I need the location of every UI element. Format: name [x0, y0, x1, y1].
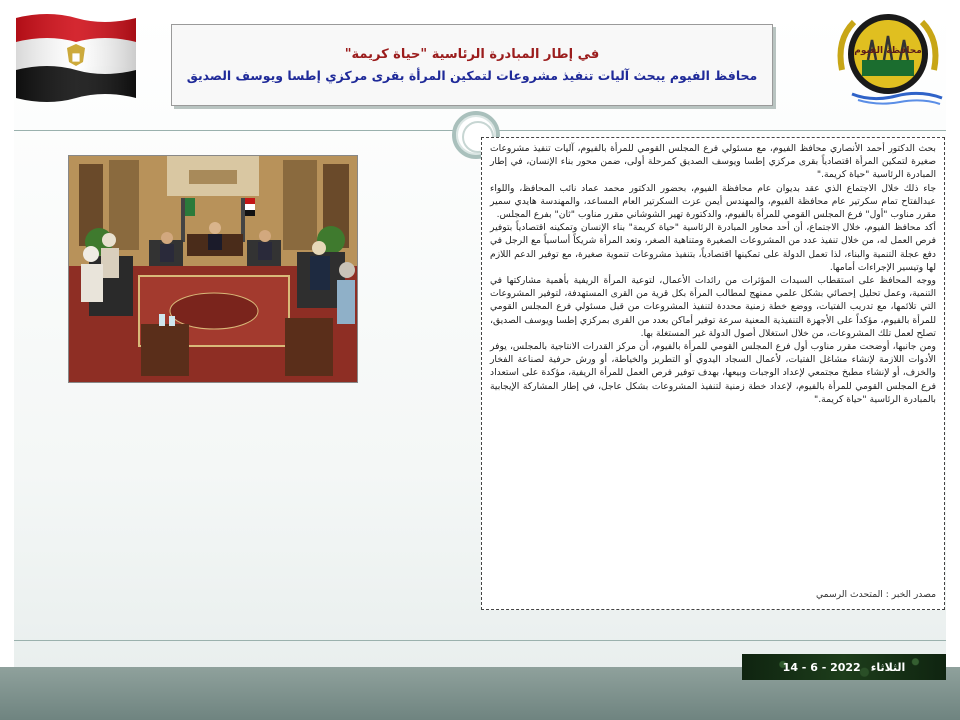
egypt-flag	[12, 10, 140, 104]
headline-box	[171, 24, 773, 106]
logo-text: محافظة الفيوم	[854, 46, 922, 56]
meeting-photo	[68, 155, 358, 383]
headline-title: محافظ الفيوم يبحث آليات تنفيذ مشروعات لتمكين المرأة بقرى مركزي إطسا ويوسف الصديق	[186, 68, 758, 83]
news-source: مصدر الخبر : المتحدث الرسمي	[816, 588, 936, 600]
fayoum-governorate-logo	[832, 10, 950, 108]
article-paragraph: ومن جانبها، أوضحت مقرر مناوب أول فرع المجلس القومي للمرأة بالفيوم، أن مركز القدرات الانتاجية بالمجلس، يوفر الأدوات اللازمة لإنشاء مشاغل الفتيات، لأعمال السجاد اليدوي أو التطريز والخياطة، أو ورش حرفية لصناعة الفخار والخزف، أو لإنشاء مطبخ مجتمعي لإعداد الوجبات وبيعها، بهدف توفير فرص العمل للمرأة الريفية، مؤكدة على استعداد فرع المجلس القومي للمرأة بالفيوم، لإعداد خطة زمنية لتنفيذ المشروعات بشكل عاجل، في إطار المشاركة الإيجابية بالمبادرة الرئاسية "حياة كريمة."	[490, 341, 936, 405]
article-paragraph: جاء ذلك خلال الاجتماع الذي عقد بديوان عام محافظة الفيوم، بحضور الدكتور محمد عماد نائب المحافظ، واللواء عبدالفتاح تمام سكرتير عام محافظة الفيوم، والمهندس أيمن عزت السكرتير العام المساعد، والمهندسة هايدي سمير مقرر مناوب "أول" فرع المجلس القومي للمرأة بالفيوم، والدكتورة تهير الشوشاني مقرر مناوب "ثان" بفرع المجلس.	[490, 182, 936, 221]
footer-divider	[14, 640, 946, 641]
article-body	[481, 137, 945, 610]
article-paragraph: أكد محافظ الفيوم، خلال الاجتماع، أن أحد محاور المبادرة الرئاسية "حياة كريمة" بناء الإنسان وتمكينه اقتصادياً بتوفير فرص العمل له، من خلال تنفيذ عدد من المشروعات الصغيرة ومتناهية الصغر، وتعد المرأة شريكاً أساسياً مع الرجل في دفع عجلة التنمية والبناء، لذا تعمل الدولة على تمكينها اقتصادياً، بتنفيذ مشروعات تنموية صغيرة، مع توفير الدعم اللازم لها وتيسير الإجراءات أمامها.	[490, 222, 936, 273]
date-value: 14 - 6 - 2022	[782, 660, 861, 674]
article-paragraph: بحث الدكتور أحمد الأنصاري محافظ الفيوم، مع مسئولي فرع المجلس القومي للمرأة بالفيوم، آليات تنفيذ مشروعات صغيرة لتمكين المرأة اقتصادياً بقرى مركزي إطسا ويوسف الصديق كمرحلة أولى، ضمن محور بناء الإنسان، في إطار المبادرة الرئاسية "حياة كريمة."	[490, 143, 936, 181]
date-bar	[742, 654, 946, 680]
article-paragraph: ووجه المحافظ على استقطاب السيدات المؤثرات من رائدات الأعمال، لتوعية المرأة الريفية بأهمية مشاركتها في التنمية، وعمل تحليل إحصائي بشكل علمي ممنهج لمطالب المرأة بكل قرية من القرى المستهدفة، لتوفير المشروعات التي تلائمها، مع تدريب الفتيات، ووضع خطة زمنية محددة لتنفيذ المشروعات من قبل مسئولي فرع المجلس القومي للمرأة بالفيوم، مؤكداً على الأجهزة التنفيذية المعنية سرعة توفير أماكن بعدد من القرى بمركزي إطسا ويوسف الصديق، تصلح لعمل تلك المشروعات، من خلال استغلال أصول الدولة غير المستغلة بها.	[490, 275, 936, 339]
date-day: الثلاثاء	[870, 660, 906, 674]
headline-kicker: في إطار المبادرة الرئاسية "حياة كريمة"	[344, 47, 600, 62]
